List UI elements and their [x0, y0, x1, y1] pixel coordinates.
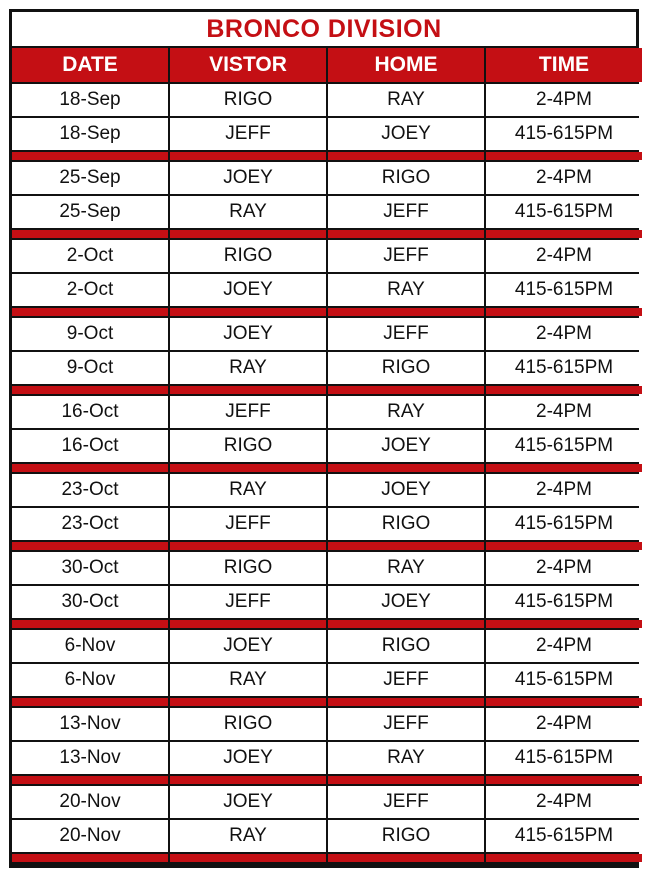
separator-segment	[486, 620, 642, 628]
date-cell: 25-Sep	[12, 196, 168, 228]
header-date: DATE	[12, 48, 168, 82]
visitor-cell: JOEY	[170, 162, 326, 194]
separator-segment	[328, 386, 484, 394]
time-cell: 2-4PM	[486, 474, 642, 506]
date-cell: 9-Oct	[12, 352, 168, 384]
header-home: HOME	[328, 48, 484, 82]
time-cell: 415-615PM	[486, 430, 642, 462]
week-separator	[12, 542, 636, 550]
date-cell: 18-Sep	[12, 84, 168, 116]
date-cell: 6-Nov	[12, 664, 168, 696]
separator-segment	[12, 698, 168, 706]
week-block	[12, 84, 636, 160]
table-row	[12, 240, 636, 272]
visitor-cell: RAY	[170, 820, 326, 852]
week-separator	[12, 386, 636, 394]
visitor-cell: RIGO	[170, 84, 326, 116]
visitor-cell: RAY	[170, 196, 326, 228]
home-cell: RIGO	[328, 352, 484, 384]
separator-segment	[328, 542, 484, 550]
table-row	[12, 318, 636, 350]
separator-segment	[486, 542, 642, 550]
date-cell: 30-Oct	[12, 552, 168, 584]
week-separator	[12, 698, 636, 706]
date-cell: 20-Nov	[12, 820, 168, 852]
visitor-cell: RIGO	[170, 552, 326, 584]
home-cell: JEFF	[328, 240, 484, 272]
division-title: BRONCO DIVISION	[12, 12, 636, 46]
separator-segment	[170, 308, 326, 316]
date-cell: 20-Nov	[12, 786, 168, 818]
date-cell: 2-Oct	[12, 240, 168, 272]
home-cell: RAY	[328, 274, 484, 306]
week-block	[12, 318, 636, 394]
visitor-cell: JEFF	[170, 508, 326, 540]
date-cell: 6-Nov	[12, 630, 168, 662]
visitor-cell: JOEY	[170, 630, 326, 662]
separator-segment	[486, 698, 642, 706]
table-row	[12, 708, 636, 740]
home-cell: JEFF	[328, 318, 484, 350]
time-cell: 2-4PM	[486, 240, 642, 272]
separator-segment	[12, 152, 168, 160]
date-cell: 13-Nov	[12, 742, 168, 774]
time-cell: 415-615PM	[486, 118, 642, 150]
home-cell: JOEY	[328, 474, 484, 506]
home-cell: RAY	[328, 742, 484, 774]
home-cell: RIGO	[328, 820, 484, 852]
table-row	[12, 118, 636, 150]
separator-segment	[170, 386, 326, 394]
week-block	[12, 240, 636, 316]
date-cell: 16-Oct	[12, 396, 168, 428]
separator-segment	[170, 854, 326, 862]
separator-segment	[12, 308, 168, 316]
week-block	[12, 708, 636, 784]
table-row	[12, 474, 636, 506]
time-cell: 415-615PM	[486, 352, 642, 384]
time-cell: 2-4PM	[486, 786, 642, 818]
separator-segment	[170, 464, 326, 472]
table-row	[12, 396, 636, 428]
separator-segment	[486, 854, 642, 862]
time-cell: 2-4PM	[486, 396, 642, 428]
separator-segment	[12, 542, 168, 550]
table-row	[12, 820, 636, 852]
table-row	[12, 664, 636, 696]
time-cell: 415-615PM	[486, 508, 642, 540]
time-cell: 415-615PM	[486, 742, 642, 774]
visitor-cell: RIGO	[170, 240, 326, 272]
home-cell: RIGO	[328, 630, 484, 662]
separator-segment	[486, 776, 642, 784]
week-block	[12, 162, 636, 238]
home-cell: RIGO	[328, 162, 484, 194]
visitor-cell: JOEY	[170, 786, 326, 818]
home-cell: RAY	[328, 552, 484, 584]
separator-segment	[170, 230, 326, 238]
date-cell: 25-Sep	[12, 162, 168, 194]
visitor-cell: RIGO	[170, 708, 326, 740]
home-cell: JOEY	[328, 586, 484, 618]
separator-segment	[328, 308, 484, 316]
visitor-cell: RAY	[170, 664, 326, 696]
date-cell: 23-Oct	[12, 474, 168, 506]
time-cell: 415-615PM	[486, 274, 642, 306]
week-block	[12, 396, 636, 472]
separator-segment	[328, 152, 484, 160]
separator-segment	[328, 854, 484, 862]
table-row	[12, 196, 636, 228]
week-separator	[12, 464, 636, 472]
table-row	[12, 430, 636, 462]
table-row	[12, 508, 636, 540]
week-separator	[12, 152, 636, 160]
time-cell: 2-4PM	[486, 552, 642, 584]
separator-segment	[12, 464, 168, 472]
schedule-body	[12, 84, 636, 862]
week-separator	[12, 776, 636, 784]
table-row	[12, 786, 636, 818]
separator-segment	[170, 776, 326, 784]
table-row	[12, 84, 636, 116]
separator-segment	[12, 620, 168, 628]
table-row	[12, 162, 636, 194]
date-cell: 9-Oct	[12, 318, 168, 350]
table-row	[12, 630, 636, 662]
time-cell: 415-615PM	[486, 586, 642, 618]
week-block	[12, 474, 636, 550]
visitor-cell: JEFF	[170, 586, 326, 618]
visitor-cell: JOEY	[170, 274, 326, 306]
week-separator	[12, 308, 636, 316]
header-visitor: VISTOR	[170, 48, 326, 82]
visitor-cell: JOEY	[170, 318, 326, 350]
separator-segment	[12, 854, 168, 862]
home-cell: JEFF	[328, 664, 484, 696]
schedule-table	[9, 9, 639, 868]
separator-segment	[486, 230, 642, 238]
header-time: TIME	[486, 48, 642, 82]
home-cell: JOEY	[328, 118, 484, 150]
week-block	[12, 786, 636, 862]
visitor-cell: RIGO	[170, 430, 326, 462]
time-cell: 2-4PM	[486, 630, 642, 662]
home-cell: RAY	[328, 396, 484, 428]
date-cell: 16-Oct	[12, 430, 168, 462]
separator-segment	[328, 464, 484, 472]
time-cell: 415-615PM	[486, 664, 642, 696]
separator-segment	[486, 464, 642, 472]
visitor-cell: JOEY	[170, 742, 326, 774]
separator-segment	[486, 152, 642, 160]
separator-segment	[328, 230, 484, 238]
separator-segment	[328, 620, 484, 628]
home-cell: RAY	[328, 84, 484, 116]
time-cell: 2-4PM	[486, 708, 642, 740]
time-cell: 2-4PM	[486, 318, 642, 350]
visitor-cell: RAY	[170, 474, 326, 506]
date-cell: 2-Oct	[12, 274, 168, 306]
home-cell: JOEY	[328, 430, 484, 462]
week-block	[12, 630, 636, 706]
home-cell: JEFF	[328, 196, 484, 228]
visitor-cell: RAY	[170, 352, 326, 384]
date-cell: 30-Oct	[12, 586, 168, 618]
separator-segment	[486, 386, 642, 394]
separator-segment	[486, 308, 642, 316]
time-cell: 415-615PM	[486, 820, 642, 852]
date-cell: 13-Nov	[12, 708, 168, 740]
separator-segment	[328, 698, 484, 706]
time-cell: 415-615PM	[486, 196, 642, 228]
visitor-cell: JEFF	[170, 396, 326, 428]
separator-segment	[12, 776, 168, 784]
separator-segment	[170, 542, 326, 550]
separator-segment	[170, 620, 326, 628]
separator-segment	[170, 152, 326, 160]
table-row	[12, 352, 636, 384]
table-row	[12, 742, 636, 774]
time-cell: 2-4PM	[486, 84, 642, 116]
table-row	[12, 586, 636, 618]
date-cell: 18-Sep	[12, 118, 168, 150]
separator-segment	[12, 386, 168, 394]
home-cell: JEFF	[328, 786, 484, 818]
week-block	[12, 552, 636, 628]
week-separator	[12, 854, 636, 862]
date-cell: 23-Oct	[12, 508, 168, 540]
home-cell: RIGO	[328, 508, 484, 540]
visitor-cell: JEFF	[170, 118, 326, 150]
week-separator	[12, 620, 636, 628]
separator-segment	[12, 230, 168, 238]
time-cell: 2-4PM	[486, 162, 642, 194]
table-row	[12, 552, 636, 584]
separator-segment	[170, 698, 326, 706]
week-separator	[12, 230, 636, 238]
header-row	[12, 48, 636, 82]
separator-segment	[328, 776, 484, 784]
table-row	[12, 274, 636, 306]
home-cell: JEFF	[328, 708, 484, 740]
